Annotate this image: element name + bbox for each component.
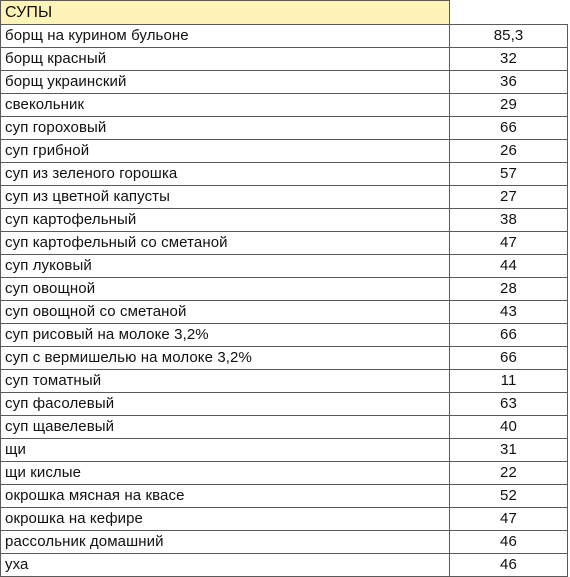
header-empty-cell[interactable] (450, 1, 568, 25)
calorie-value-cell[interactable]: 22 (450, 462, 568, 485)
soup-name-cell[interactable]: суп гороховый (1, 117, 450, 140)
calorie-value-cell[interactable]: 57 (450, 163, 568, 186)
soup-name-cell[interactable]: суп грибной (1, 140, 450, 163)
soup-name-cell[interactable]: суп с вермишелью на молоке 3,2% (1, 347, 450, 370)
soup-name-cell[interactable]: суп из зеленого горошка (1, 163, 450, 186)
soup-name-cell[interactable]: суп овощной (1, 278, 450, 301)
table-row (1, 71, 568, 94)
calorie-value-cell[interactable]: 44 (450, 255, 568, 278)
table-row (1, 278, 568, 301)
table-row (1, 462, 568, 485)
calorie-value-cell[interactable]: 27 (450, 186, 568, 209)
table-row (1, 255, 568, 278)
table-row (1, 370, 568, 393)
calorie-value-cell[interactable]: 46 (450, 554, 568, 577)
table-row (1, 232, 568, 255)
calorie-value-cell[interactable]: 85,3 (450, 25, 568, 48)
table-row (1, 25, 568, 48)
soup-name-cell[interactable]: щи кислые (1, 462, 450, 485)
soup-name-cell[interactable]: суп томатный (1, 370, 450, 393)
calorie-value-cell[interactable]: 66 (450, 324, 568, 347)
calorie-value-cell[interactable]: 66 (450, 117, 568, 140)
soup-name-cell[interactable]: суп картофельный (1, 209, 450, 232)
table-row (1, 416, 568, 439)
calorie-value-cell[interactable]: 32 (450, 48, 568, 71)
table-row (1, 531, 568, 554)
table-row (1, 393, 568, 416)
table-row (1, 209, 568, 232)
table-row (1, 485, 568, 508)
table-row (1, 48, 568, 71)
soup-name-cell[interactable]: борщ на курином бульоне (1, 25, 450, 48)
soup-name-cell[interactable]: свекольник (1, 94, 450, 117)
calorie-value-cell[interactable]: 63 (450, 393, 568, 416)
calorie-value-cell[interactable]: 40 (450, 416, 568, 439)
table-row (1, 94, 568, 117)
soup-name-cell[interactable]: щи (1, 439, 450, 462)
soup-name-cell[interactable]: борщ красный (1, 48, 450, 71)
calorie-value-cell[interactable]: 38 (450, 209, 568, 232)
table-row (1, 554, 568, 577)
soup-name-cell[interactable]: суп рисовый на молоке 3,2% (1, 324, 450, 347)
calorie-value-cell[interactable]: 36 (450, 71, 568, 94)
soup-name-cell[interactable]: суп луковый (1, 255, 450, 278)
soup-name-cell[interactable]: окрошка мясная на квасе (1, 485, 450, 508)
table-row (1, 140, 568, 163)
calorie-value-cell[interactable]: 29 (450, 94, 568, 117)
calorie-value-cell[interactable]: 46 (450, 531, 568, 554)
calorie-value-cell[interactable]: 11 (450, 370, 568, 393)
table-header-row (1, 1, 568, 25)
soup-name-cell[interactable]: суп щавелевый (1, 416, 450, 439)
table-row (1, 186, 568, 209)
calorie-value-cell[interactable]: 31 (450, 439, 568, 462)
table-row (1, 508, 568, 531)
table-row (1, 324, 568, 347)
table-row (1, 117, 568, 140)
soup-name-cell[interactable]: уха (1, 554, 450, 577)
calorie-value-cell[interactable]: 43 (450, 301, 568, 324)
calorie-value-cell[interactable]: 47 (450, 508, 568, 531)
soup-name-cell[interactable]: рассольник домашний (1, 531, 450, 554)
calorie-value-cell[interactable]: 26 (450, 140, 568, 163)
soup-name-cell[interactable]: суп овощной со сметаной (1, 301, 450, 324)
table-row (1, 163, 568, 186)
soup-name-cell[interactable]: суп фасолевый (1, 393, 450, 416)
soup-name-cell[interactable]: окрошка на кефире (1, 508, 450, 531)
calorie-value-cell[interactable]: 52 (450, 485, 568, 508)
table-row (1, 439, 568, 462)
calorie-value-cell[interactable]: 28 (450, 278, 568, 301)
soup-name-cell[interactable]: борщ украинский (1, 71, 450, 94)
table-row (1, 347, 568, 370)
calorie-value-cell[interactable]: 66 (450, 347, 568, 370)
calorie-value-cell[interactable]: 47 (450, 232, 568, 255)
table-row (1, 301, 568, 324)
section-title[interactable]: СУПЫ (1, 1, 450, 25)
soup-name-cell[interactable]: суп из цветной капусты (1, 186, 450, 209)
soup-name-cell[interactable]: суп картофельный со сметаной (1, 232, 450, 255)
